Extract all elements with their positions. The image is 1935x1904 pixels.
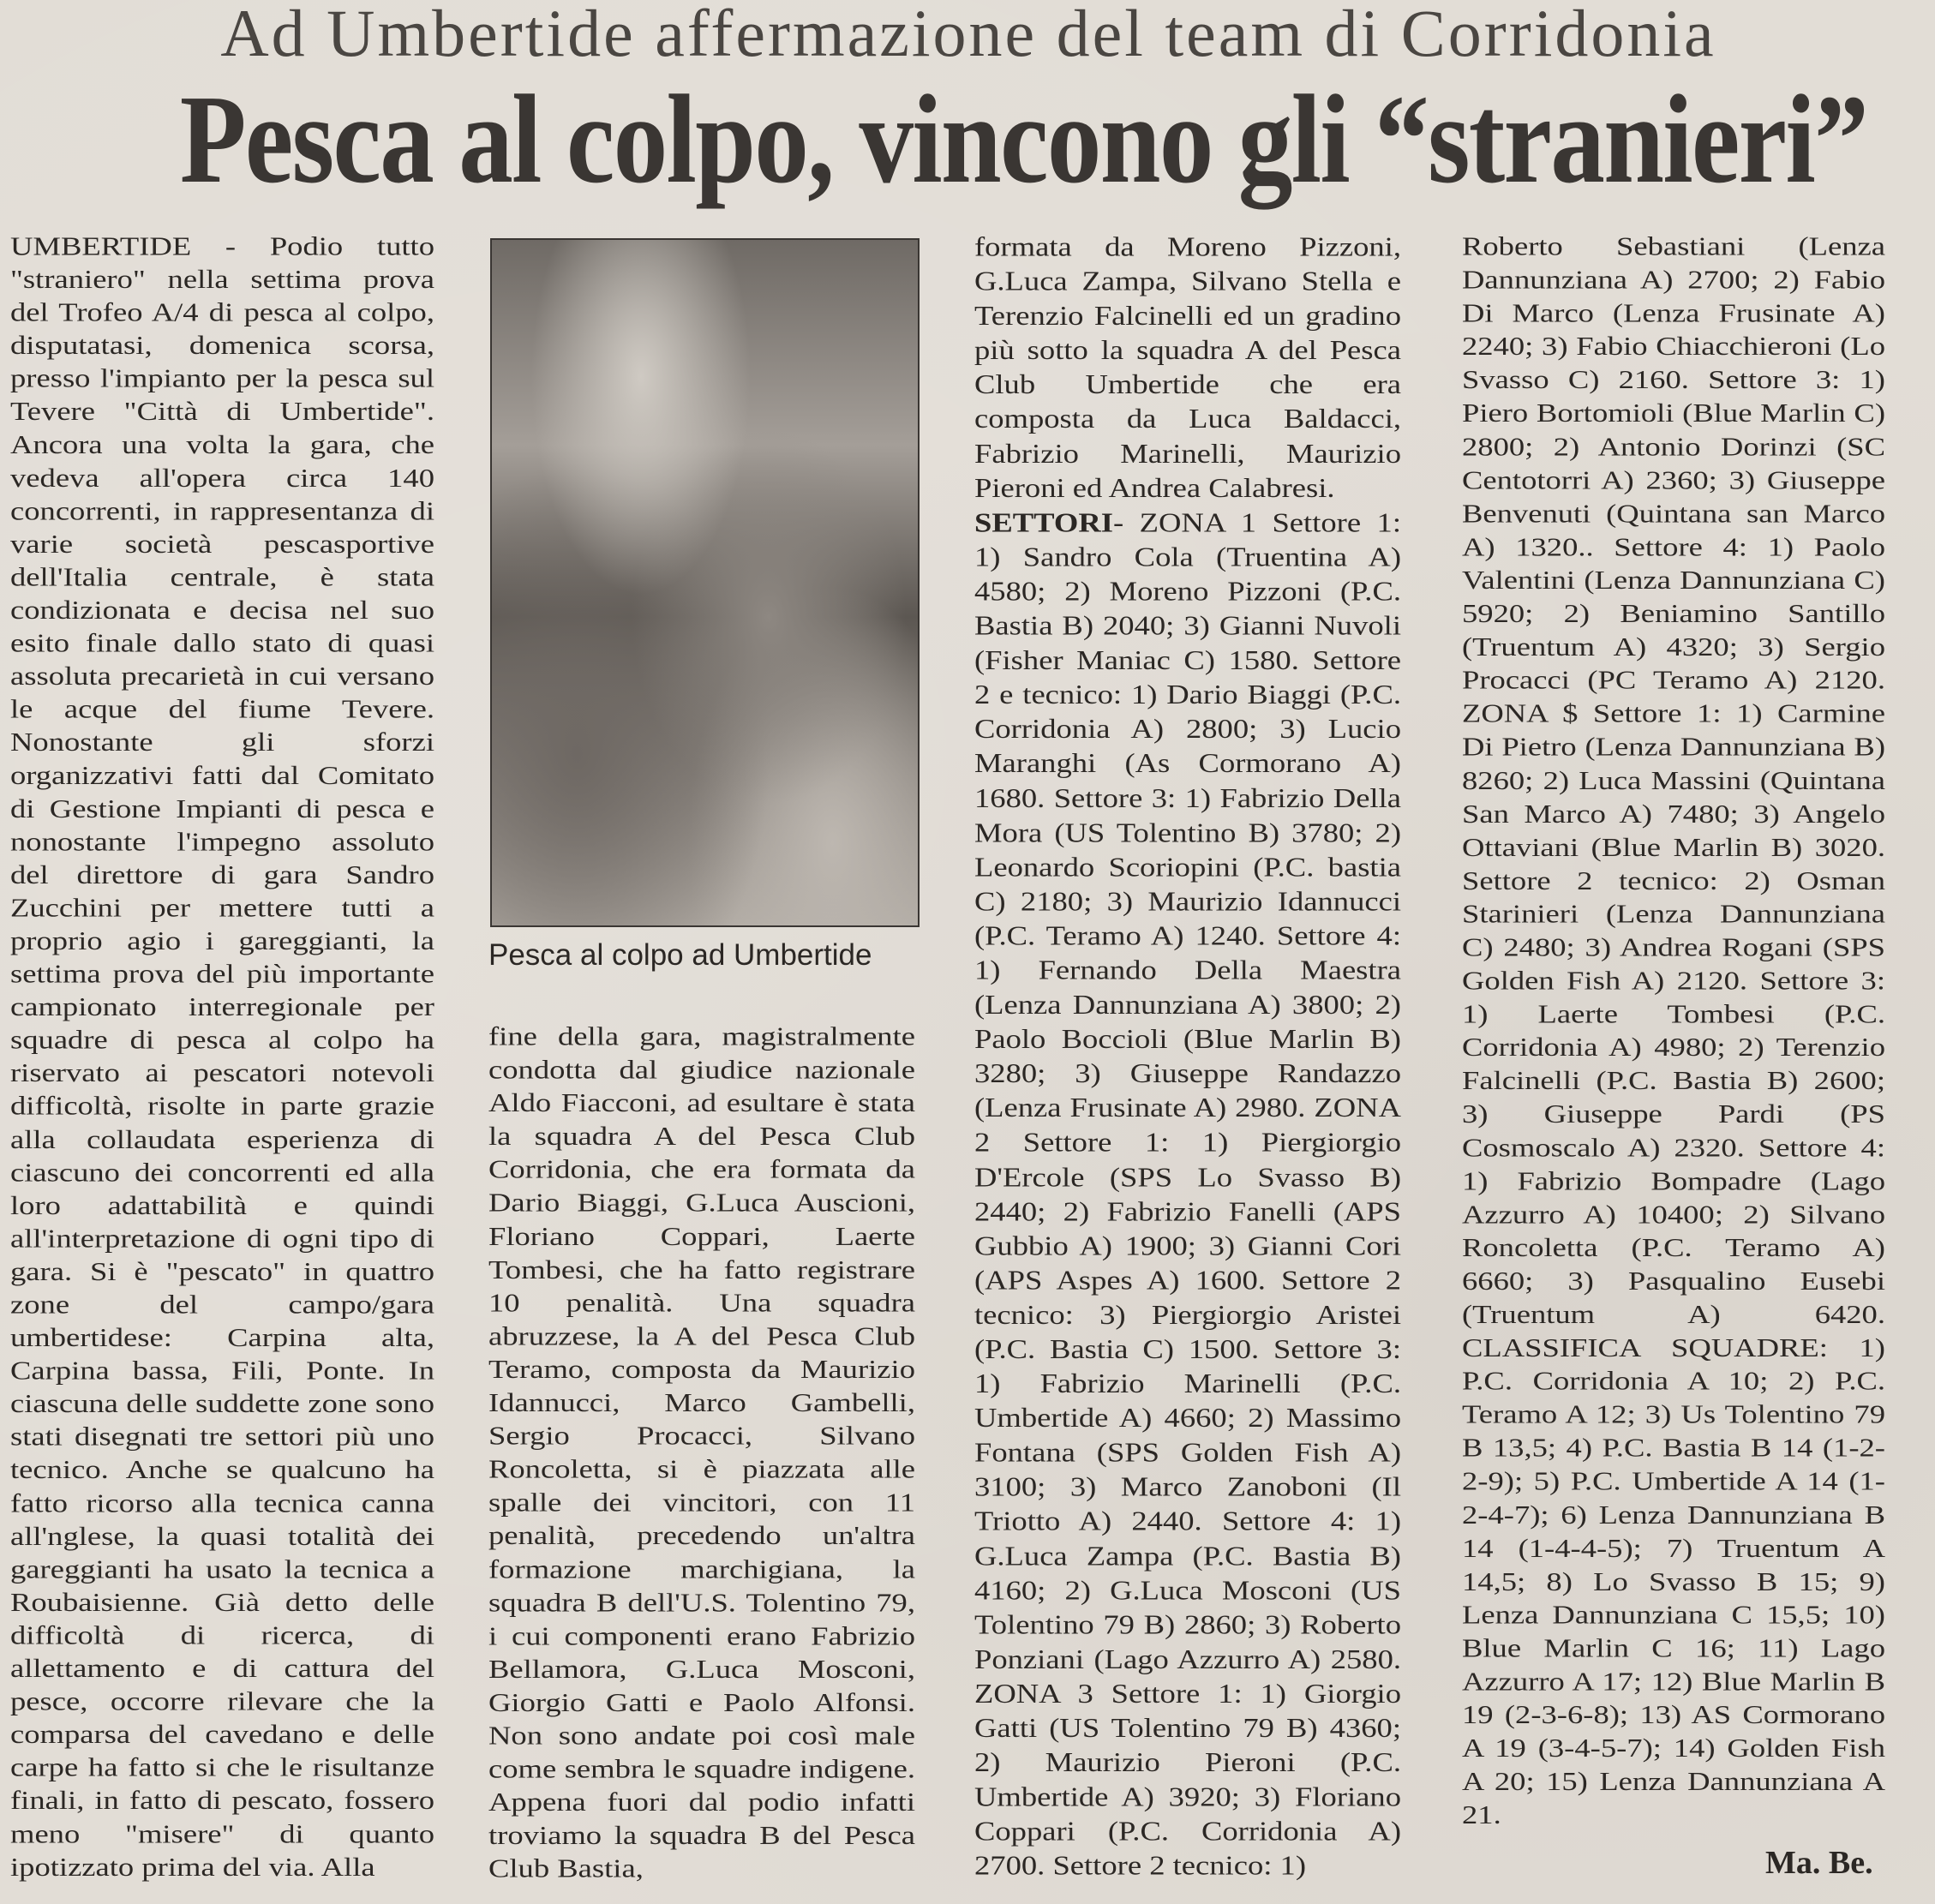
fishing-photo xyxy=(490,238,920,927)
article-column-2 xyxy=(488,1020,915,1885)
column-3-results-text: - ZONA 1 Settore 1: 1) Sandro Cola (Truentina A) 4580; 2) Moreno Pizzoni (P.C. Bastia B) 2040; 3) Gianni Nuvoli (Fisher Maniac C) 1580. Settore 2 e tecnico: 1) Dario Biaggi (P.C. Corridonia A) 2800; 3) Lucio Maranghi (As Cormorano A) 1680. Settore 3: 1) Fabrizio Della Mora (US Tolentino B) 3780; 2) Leonardo Scoriopini (P.C. bastia C) 2180; 3) Maurizio Idannucci (P.C. Teramo A) 1240. Settore 4: 1) Fernando Della Maestra (Lenza Dannunziana A) 3800; 2) Paolo Boccioli (Blue Marlin B) 3280; 3) Giuseppe Randazzo (Lenza Frusinate A) 2980. ZONA 2 Settore 1: 1) Piergiorgio D'Ercole (SPS Lo Svasso B) 2440; 2) Fabrizio Fanelli (APS Gubbio A) 1900; 3) Gianni Cori (APS Aspes A) 1600. Settore 2 tecnico: 3) Piergiorgio Aristei (P.C. Bastia C) 1500. Settore 3: 1) Fabrizio Marinelli (P.C. Umbertide A) 4660; 2) Massimo Fontana (SPS Golden Fish A) 3100; 3) Marco Zanoboni (Il Triotto A) 2440. Settore 4: 1) G.Luca Zampa (P.C. Bastia B) 4160; 2) G.Luca Mosconi (US Tolentino 79 B) 2860; 3) Roberto Ponziani (Lago Azzurro A) 2580. ZONA 3 Settore 1: 1) Giorgio Gatti (US Tolentino 79 B) 4360; 2) Maurizio Pieroni (P.C. Umbertide A) 3920; 3) Floriano Coppari (P.C. Corridonia A) 2700. Settore 2 tecnico: 1) xyxy=(974,506,1401,1881)
column-3-results xyxy=(974,506,1401,1883)
author-signature: Ma. Be. xyxy=(1765,1845,1873,1881)
column-4-text: Roberto Sebastiani (Lenza Dannunziana A) 2700; 2) Fabio Di Marco (Lenza Frusinate A) 2240; 3) Fabio Chiacchieroni (Lo Svasso C) 2160. Settore 3: 1) Piero Bortomioli (Blue Marlin C) 2800; 2) Antonio Dorinzi (SC Centotorri A) 2360; 3) Giuseppe Benvenuti (Quintana san Marco A) 1320.. Settore 4: 1) Paolo Valentini (Lenza Dannunziana C) 5920; 2) Beniamino Santillo (Truentum A) 4320; 3) Sergio Procacci (PC Teramo A) 2120. ZONA $ Settore 1: 1) Carmine Di Pietro (Lenza Dannunziana B) 8260; 2) Luca Massini (Quintana San Marco A) 7480; 3) Angelo Ottaviani (Blue Marlin B) 3020. Settore 2 tecnico: 2) Osman Starinieri (Lenza Dannunziana C) 2480; 3) Andrea Rogani (SPS Golden Fish A) 2120. Settore 3: 1) Laerte Tombesi (P.C. Corridonia A) 4980; 2) Terenzio Falcinelli (P.C. Bastia B) 2600; 3) Giuseppe Pardi (PS Cosmoscalo A) 2320. Settore 4: 1) Fabrizio Bompadre (Lago Azzurro A) 10400; 2) Silvano Roncoletta (P.C. Teramo A) 6660; 3) Pasqualino Eusebi (Truentum A) 6420. CLASSIFICA SQUADRE: 1) P.C. Corridonia A 10; 2) P.C. Teramo A 12; 3) Us Tolentino 79 B 13,5; 4) P.C. Bastia B 14 (1-2-2-9); 5) P.C. Umbertide A 14 (1-2-4-7); 6) Lenza Dannunziana B 14 (1-4-4-5); 7) Truentum A 14,5; 8) Lo Svasso B 15; 9) Lenza Dannunziana C 15,5; 10) Blue Marlin C 16; 11) Lago Azzurro A 17; 12) Blue Marlin B 19 (2-3-6-8); 13) AS Cormorano A 19 (3-4-5-7); 14) Golden Fish A 20; 15) Lenza Dannunziana A 21. xyxy=(1462,231,1885,1829)
article-column-4 xyxy=(1462,230,1885,1832)
article-column-1 xyxy=(10,230,434,1883)
kicker-headline: Ad Umbertide affermazione del team di Corridonia xyxy=(220,0,1716,70)
article-column-3 xyxy=(974,230,1401,1883)
settori-label: SETTORI xyxy=(974,506,1113,538)
column-2-text: fine della gara, magistralmente condotta dal giudice nazionale Aldo Fiacconi, ad esultare è stata la squadra A del Pesca Club Corridonia, che era formata da Dario Biaggi, G.Luca Auscioni, Floriano Coppari, Laerte Tombesi, che ha fatto registrare 10 penalità. Una squadra abruzzese, la A del Pesca Club Teramo, composta da Maurizio Idannucci, Marco Gambelli, Sergio Procacci, Silvano Roncoletta, si è piazzata alle spalle dei vincitori, con 11 penalità, precedendo un'altra formazione marchigiana, la squadra B dell'U.S. Tolentino 79, i cui componenti erano Fabrizio Bellamora, G.Luca Mosconi, Giorgio Gatti e Paolo Alfonsi. Non sono andate poi così male come sembra le squadre indigene. Appena fuori dal podio infatti troviamo la squadra B del Pesca Club Bastia, xyxy=(488,1021,915,1883)
column-1-text: UMBERTIDE - Podio tutto "straniero" nella settima prova del Trofeo A/4 di pesca al colpo, disputatasi, domenica scorsa, presso l'impianto per la pesca sul Tevere "Città di Umbertide". Ancora una volta la gara, che vedeva all'opera circa 140 concorrenti, in rappresentanza di varie società pescasportive dell'Italia centrale, è stata condizionata e decisa nel suo esito finale dallo stato di quasi assoluta precarietà in cui versano le acque del fiume Tevere. Nonostante gli sforzi organizzativi fatti dal Comitato di Gestione Impianti di pesca e nonostante l'impegno assoluto del direttore di gara Sandro Zucchini per mettere tutti a proprio agio i gareggianti, la settima prova del più importante campionato interregionale per squadre di pesca al colpo ha riservato ai pescatori notevoli difficoltà, risolte in parte grazie alla collaudata esperienza di ciascuno dei concorrenti ed alla loro adattabilità e quindi all'interpretazione di ogni tipo di gara. Si è "pescato" in quattro zone del campo/gara umbertidese: Carpina alta, Carpina bassa, Fili, Ponte. In ciascuna delle suddette zone sono stati disegnati tre settori più uno tecnico. Anche se qualcuno ha fatto ricorso alla tecnica canna all'nglese, la quasi totalità dei gareggianti ha usato la tecnica a Roubaisienne. Già detto delle difficoltà di ricerca, di allettamento e di cattura del pesce, occorre rilevare che la comparsa del cavedano e delle carpe ha fatto si che le risultanze finali, in fatto di pescato, fossero meno "misere" di quanto ipotizzato prima del via. Alla xyxy=(10,231,434,1882)
main-headline: Pesca al colpo, vincono gli “stranieri” xyxy=(179,69,1868,210)
photo-caption: Pesca al colpo ad Umbertide xyxy=(488,938,872,972)
column-3-intro: formata da Moreno Pizzoni, G.Luca Zampa, Silvano Stella e Terenzio Falcinelli ed un gradino più sotto la squadra A del Pesca Club Umbertide che era composta da Luca Baldacci, Fabrizio Marinelli, Maurizio Pieroni ed Andrea Calabresi. xyxy=(974,231,1401,503)
